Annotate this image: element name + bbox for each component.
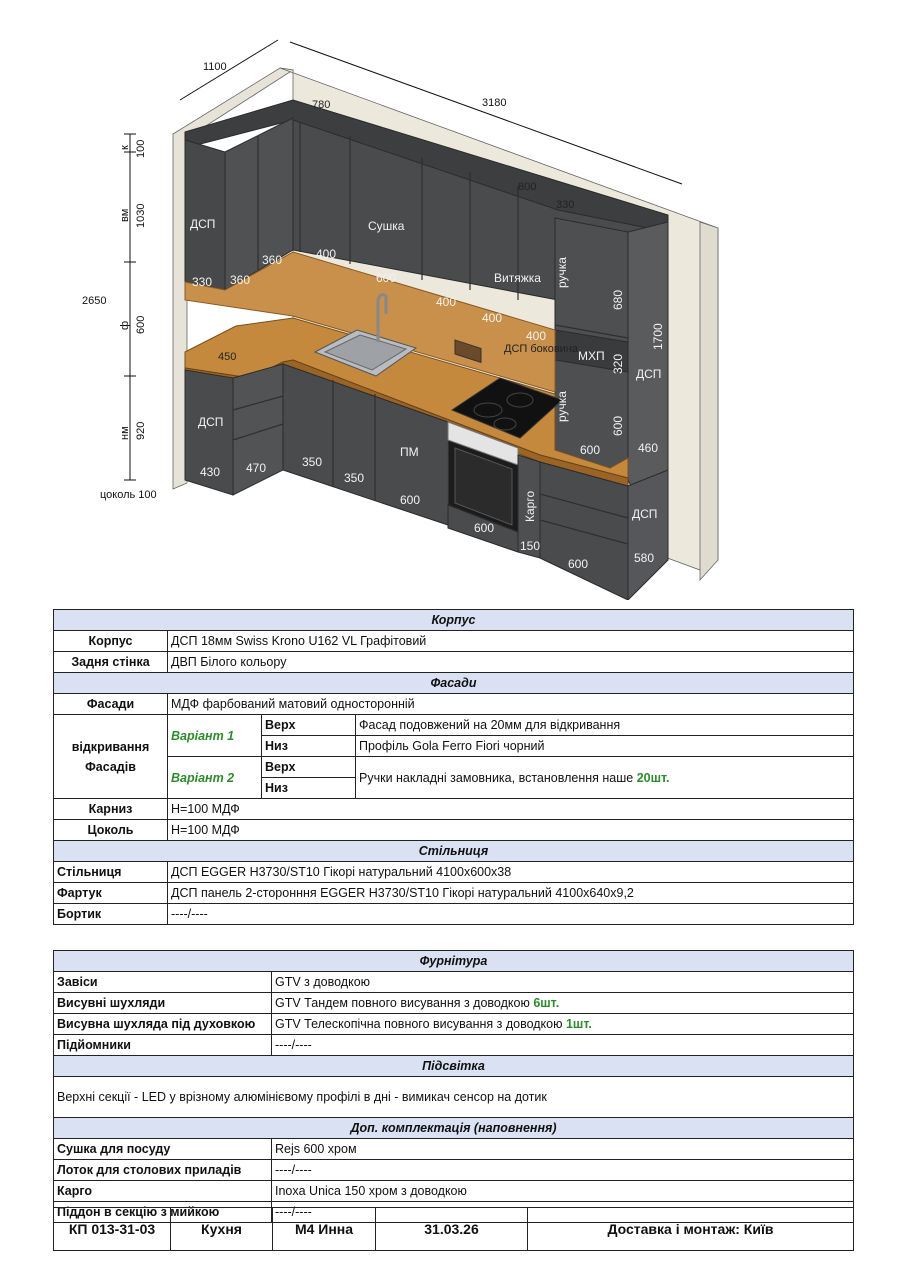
delivery-info: Доставка і монтаж: Київ [528,1208,854,1251]
lbl-mkhp: МХП [578,349,605,363]
oven-drawer-value [272,1014,854,1035]
variant2-label: Варіант 2 [168,757,262,799]
tsokol-value: Н=100 МДФ [168,820,854,841]
bortyk-value: ----/---- [168,904,854,925]
cargo-value: Inoxa Unica 150 хром з доводкою [272,1181,854,1202]
lbl-dsp-br: ДСП [632,507,658,521]
lbl-580: 580 [634,551,655,565]
back-wall-value: ДВП Білого кольору [168,652,854,673]
lbl-600-r2: 600 [580,443,601,457]
section-dop-title: Доп. комплектація (наповнення) [54,1118,854,1139]
bortyk-key: Бортик [54,904,168,925]
variant2-value [356,757,854,799]
facade-key: Фасади [54,694,168,715]
lbl-1700: 1700 [651,323,665,350]
section-korpus-title: Корпус [54,610,854,631]
hinges-key: Завіси [54,972,272,993]
variant1-bottom-value: Профіль Gola Ferro Fiori чорний [356,736,854,757]
variant1-label: Варіант 1 [168,715,262,757]
countertop-value: ДСП EGGER H3730/ST10 Гікорі натуральний 4100х600х38 [168,862,854,883]
lbl-vytyazhka: Витяжка [494,271,541,285]
lower-cabinet-left-drawers [233,364,283,495]
lbl-430: 430 [200,465,221,479]
facade-value: МДФ фарбований матовий односторонній [168,694,854,715]
lbl-pm: ПМ [400,445,419,459]
spec-table-main [53,609,854,925]
room-name: Кухня [171,1208,273,1251]
dim-f-val: 600 [135,315,147,334]
lbl-330: 330 [192,275,213,289]
lbl-360b: 360 [262,253,283,267]
lbl-600b: 600 [400,493,421,507]
dim-2650: 2650 [82,295,107,307]
lbl-dsp-r: ДСП [636,367,662,381]
lower-cabinet-right [540,462,628,600]
lbl-460: 460 [638,441,659,455]
cutlery-tray-value: ----/---- [272,1160,854,1181]
dim-nm-val: 920 [135,421,147,440]
lifts-key: Підйомники [54,1035,272,1056]
dish-dryer-key: Сушка для посуду [54,1139,272,1160]
section-stilnytsia-title: Стільниця [54,841,854,862]
lbl-600-br: 600 [568,557,589,571]
cutlery-tray-key: Лоток для столових приладів [54,1160,272,1181]
lbl-450: 450 [218,351,237,363]
lbl-800: 800 [518,181,537,193]
drawers-qty: 6шт. [533,996,560,1010]
variant2-qty: 20шт. [636,770,670,785]
lbl-400d: 400 [526,329,547,343]
lbl-dsp-bl: ДСП [198,415,224,429]
footer-bar [53,1207,854,1251]
drawers-key: Висувні шухляди [54,993,272,1014]
project-date: 31.03.26 [376,1208,528,1251]
dim-f: ф [119,320,131,330]
lbl-600o: 600 [474,521,495,535]
oven-drawer-key: Висувна шухляда під духовкою [54,1014,272,1035]
upper-cabinet-left [185,140,225,290]
variant2-text: Ручки накладні замовника, встановлення наше [359,770,634,785]
section-pidsvitka-title: Підсвітка [54,1056,854,1077]
section-fasady-title: Фасади [54,673,854,694]
dim-vm-val: 1030 [135,203,147,228]
apron-value: ДСП панель 2-сторонння EGGER H3730/ST10 Гікорі натуральний 4100х640х9,2 [168,883,854,904]
drawers-value [272,993,854,1014]
dim-vm: вм [119,208,131,222]
dim-nm: нм [119,426,131,440]
lbl-680: 680 [611,289,625,310]
sink-tray-key: Піддон в секцію з мийкою [54,1202,272,1223]
oven-drawer-text: GTV Телескопічна повного висування з доводкою [275,1017,563,1031]
lbl-780: 780 [312,99,331,111]
dish-dryer-value: Rejs 600 хром [272,1139,854,1160]
dim-k-val: 100 [135,139,147,158]
variant2-bottom-key: Низ [262,778,356,799]
karnyz-value: Н=100 МДФ [168,799,854,820]
lbl-dsp-ul: ДСП [190,217,216,231]
countertop-key: Стільниця [54,862,168,883]
back-wall-key: Задня стінка [54,652,168,673]
lbl-ruchka2: ручка [555,391,569,422]
lbl-600-r: 600 [611,415,625,436]
lbl-kargo: Карго [523,490,537,522]
lighting-text: Верхні секції - LED у врізному алюмінієвому профілі в дні - вимикач сенсор на дотик [54,1077,854,1118]
korpus-key: Корпус [54,631,168,652]
kitchen-3d-drawing [0,0,904,600]
lbl-320: 320 [611,353,625,374]
lbl-350a: 350 [302,455,323,469]
lbl-ruchka1: ручка [555,257,569,288]
variant2-top-key: Верх [262,757,356,778]
cargo-key: Карго [54,1181,272,1202]
lbl-400c: 400 [482,311,503,325]
tsokol-key: Цоколь [54,820,168,841]
spec-table-secondary [53,950,854,1223]
dim-3180: 3180 [482,97,507,109]
lower-cabinet-right-side [628,470,668,600]
hinges-value: GTV з доводкою [272,972,854,993]
lbl-sushka: Сушка [368,219,405,233]
variant1-top-value: Фасад подовжений на 20мм для відкривання [356,715,854,736]
lbl-350b: 350 [344,471,365,485]
apron-key: Фартук [54,883,168,904]
manager-name: М4 Инна [273,1208,376,1251]
variant1-top-key: Верх [262,715,356,736]
korpus-value: ДСП 18мм Swiss Krono U162 VL Графітовий [168,631,854,652]
oven-drawer-qty: 1шт. [565,1017,592,1031]
sink-tray-value: ----/---- [272,1202,854,1223]
lifts-value: ----/---- [272,1035,854,1056]
lbl-400b: 400 [436,295,457,309]
lbl-dsp-bokovyna: ДСП боковина [504,343,579,355]
variant1-bottom-key: Низ [262,736,356,757]
opening-key: відкривання Фасадів [54,715,168,799]
lbl-330-top: 330 [556,199,575,211]
section-furnitura-title: Фурнітура [54,951,854,972]
dim-1100: 1100 [203,61,227,73]
drawers-text: GTV Тандем повного висування з доводкою [275,996,530,1010]
lbl-470: 470 [246,461,267,475]
lbl-150: 150 [520,539,541,553]
lbl-360a: 360 [230,273,251,287]
lbl-400a: 400 [316,247,337,261]
lbl-600u: 600 [376,271,397,285]
dim-plinth: цоколь 100 [100,489,157,501]
karnyz-key: Карниз [54,799,168,820]
project-code: КП 013-31-03 [54,1208,171,1251]
wall-right-edge [700,222,718,580]
dim-k: к [119,145,131,150]
